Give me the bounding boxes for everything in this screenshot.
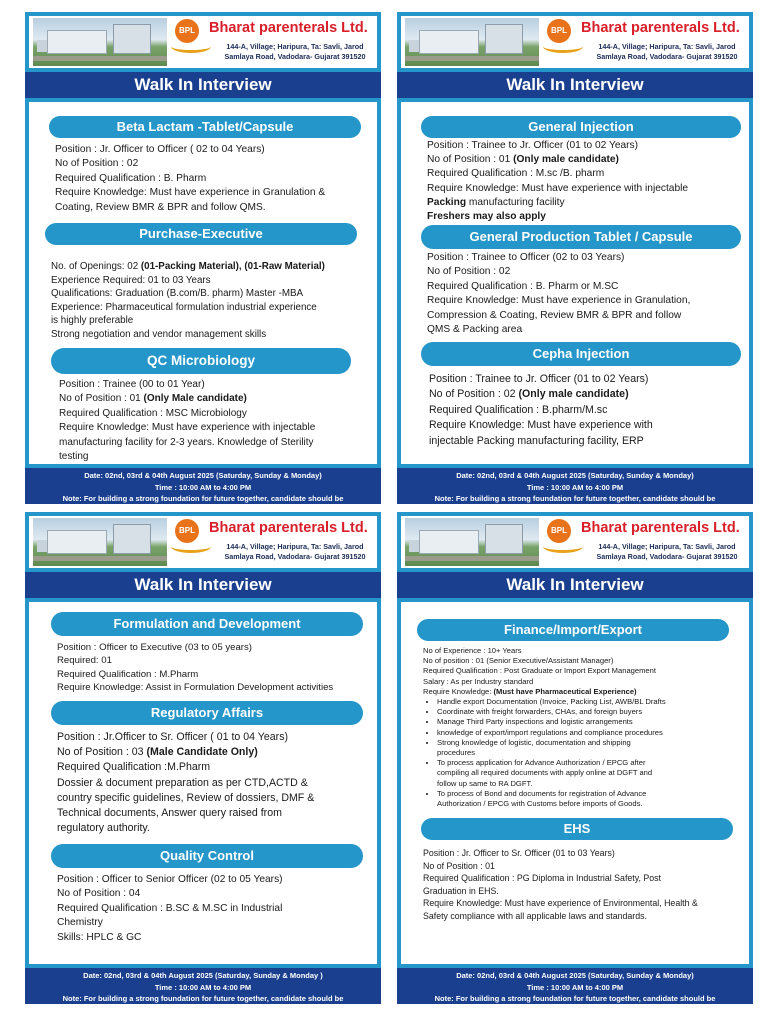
section-title: Finance/Import/Export bbox=[417, 619, 729, 641]
section-details: Position : Trainee to Officer (02 to 03 Years) No of Position : 02 Required Qualification : B. Pharm or M.SC Require Knowledge: Must have experience in Granulation, Compression & Coating, Review BMR & BPR and follow QMS & Packing area bbox=[427, 252, 691, 336]
section-title: Quality Control bbox=[51, 844, 363, 868]
section-details: Position : Jr. Officer to Sr. Officer (01 to 03 Years) No of Position : 01 Required Qualification : PG Diploma in Industrial Safety, Post Graduation in EHS. Require Knowledge: Must have experience of Environmental, Health & Safety compliance with all applicable laws and standards. bbox=[423, 848, 698, 921]
company-address: 144-A, Village; Haripura, Ta: Savli, Jarod Samlaya Road, Vadodara- Gujarat 391520 bbox=[596, 542, 738, 561]
section-details: No. of Openings: 02 (01-Packing Material), (01-Raw Material) Experience Required: 01 to 03 Years Qualifications: Graduation (B.com/B. pharm) Master -MBA Experience: Pharmaceutical formulation industrial experience is highly preferable Strong negotiation and vendor management skills bbox=[51, 261, 325, 340]
section-title: Cepha Injection bbox=[421, 342, 741, 366]
company-logo-icon: BPL bbox=[175, 19, 199, 43]
factory-photo bbox=[33, 518, 167, 566]
company-address: 144-A, Village; Haripura, Ta: Savli, Jarod Samlaya Road, Vadodara- Gujarat 391520 bbox=[224, 542, 366, 561]
page-title: Walk In Interview bbox=[25, 572, 381, 598]
panel-body bbox=[401, 102, 749, 464]
panel-body bbox=[29, 602, 377, 964]
job-panel-4 bbox=[397, 512, 753, 1004]
section-title: General Production Tablet / Capsule bbox=[421, 225, 741, 249]
section-details: Position : Trainee to Jr. Officer (01 to 02 Years) No of Position : 02 (Only male candidate) Required Qualification : B.pharm/M.sc Require Knowledge: Must have experience with injectable Packing manufacturing facility, ERP bbox=[429, 373, 653, 447]
company-name: Bharat parenterals Ltd. bbox=[209, 20, 368, 36]
company-name: Bharat parenterals Ltd. bbox=[581, 20, 740, 36]
job-panel-2 bbox=[397, 12, 753, 504]
list-item: • To process application for Advance Authorization / EPCG after compiling all required documents with apply online at DGFT and follow up same to RA DGFT. bbox=[437, 758, 666, 789]
section-title: General Injection bbox=[421, 116, 741, 138]
section-details: No of Experience : 10+ Years No of position : 01 (Senior Executive/Assistant Manager) Required Qualification : Post Graduate or Import Export Management Salary : As per Industry standard Require Knowledge: (Must have Pharmaceutical Experience) • Handle export Documentation (Invoice, Packing List, AWB/BL Drafts • Coordinate with freight forwarders, CHAs, and foreign buyers • Manage Third Party inspections and logistic arrangements • knowledge of export/import regulations and compliance procedures • Strong knowledge of logistic, documentation and shipping procedures • To process application for Advance Authorization / EPCG after compiling all required documents with apply online at DGFT and follow up same to RA DGFT. • To process of Bond and documents for registration of Advance Authorization / EPCG with Customs before imports of Goods. bbox=[423, 646, 666, 809]
company-header bbox=[401, 516, 749, 568]
company-address: 144-A, Village; Haripura, Ta: Savli, Jarod Samlaya Road, Vadodara- Gujarat 391520 bbox=[596, 42, 738, 61]
company-header bbox=[401, 16, 749, 68]
section-details: Position : Officer to Senior Officer (02 to 05 Years) No of Position : 04 Required Qualification : B.SC & M.SC in Industrial Chemistry Skills: HPLC & GC bbox=[57, 874, 283, 943]
section-details: Position : Jr. Officer to Officer ( 02 to 04 Years) No of Position : 02 Required Qualification : B. Pharm Require Knowledge: Must have experience in Granulation & Coating, Review BMR & BPR and follow QMS. bbox=[55, 144, 326, 213]
section-details: Position : Jr.Officer to Sr. Officer ( 01 to 04 Years) No of Position : 03 (Male Candidate Only) Required Qualification :M.Pharm Dossier & document preparation as per CTD,ACTD & country specific guidelines, Review of dossiers, DMF & Technical documents, Answer query raised from regulatory authority. bbox=[57, 731, 315, 835]
company-header bbox=[29, 16, 377, 68]
section-title: EHS bbox=[421, 818, 733, 840]
page-title: Walk In Interview bbox=[25, 72, 381, 98]
company-name: Bharat parenterals Ltd. bbox=[581, 520, 740, 536]
page-title: Walk In Interview bbox=[397, 72, 753, 98]
list-item: • Manage Third Party inspections and logistic arrangements bbox=[437, 717, 666, 727]
factory-photo bbox=[405, 18, 539, 66]
section-title: Purchase-Executive bbox=[45, 223, 357, 245]
section-details: Position : Officer to Executive (03 to 05 years) Required: 01 Required Qualification : M.Pharm Require Knowledge: Assist in Formulation Development activities bbox=[57, 642, 334, 694]
section-title: Beta Lactam -Tablet/Capsule bbox=[49, 116, 361, 138]
section-details: Position : Trainee to Jr. Officer (01 to 02 Years) No of Position : 01 (Only male candidate) Required Qualification : M.sc /B. pharm Require Knowledge: Must have experience with injectable Packing manufacturing facility Freshers may also apply bbox=[427, 140, 689, 223]
list-item: • knowledge of export/import regulations and compliance procedures bbox=[437, 728, 666, 738]
panel-body bbox=[29, 102, 377, 464]
page-title: Walk In Interview bbox=[397, 572, 753, 598]
interview-footer: Date: 02nd, 03rd & 04th August 2025 (Saturday, Sunday & Monday) Time : 10:00 AM to 4:00 PM Note: For building a strong foundation for future together, candidate should be bbox=[397, 968, 753, 1004]
company-logo-icon: BPL bbox=[175, 519, 199, 543]
knowledge-list bbox=[423, 697, 666, 809]
factory-photo bbox=[405, 518, 539, 566]
interview-footer: Date: 02nd, 03rd & 04th August 2025 (Saturday, Sunday & Monday) Time : 10:00 AM to 4:00 PM Note: For building a strong foundation for future together, candidate should be bbox=[397, 468, 753, 504]
list-item: • Coordinate with freight forwarders, CHAs, and foreign buyers bbox=[437, 707, 666, 717]
job-panel-1 bbox=[25, 12, 381, 504]
company-header bbox=[29, 516, 377, 568]
factory-photo bbox=[33, 18, 167, 66]
section-title: Formulation and Development bbox=[51, 612, 363, 636]
job-panel-3 bbox=[25, 512, 381, 1004]
logo-swoosh-icon bbox=[171, 540, 211, 553]
section-title: QC Microbiology bbox=[51, 348, 351, 374]
logo-swoosh-icon bbox=[171, 40, 211, 53]
interview-footer: Date: 02nd, 03rd & 04th August 2025 (Saturday, Sunday & Monday) Time : 10:00 AM to 4:00 PM Note: For building a strong foundation for future together, candidate should be bbox=[25, 468, 381, 504]
list-item: • Handle export Documentation (Invoice, Packing List, AWB/BL Drafts bbox=[437, 697, 666, 707]
interview-footer: Date: 02nd, 03rd & 04th August 2025 (Saturday, Sunday & Monday ) Time : 10:00 AM to 4:00 PM Note: For building a strong foundation for future together, candidate should be bbox=[25, 968, 381, 1004]
list-item: • To process of Bond and documents for registration of Advance Authorization / EPCG with Customs before imports of Goods. bbox=[437, 789, 666, 809]
logo-swoosh-icon bbox=[543, 540, 583, 553]
company-logo-icon: BPL bbox=[547, 19, 571, 43]
section-details: Position : Trainee (00 to 01 Year) No of Position : 01 (Only Male candidate) Required Qualification : MSC Microbiology Require Knowledge: Must have experience with injectable manufacturing facility for 2-3 years. Knowledge of Sterility testing bbox=[59, 379, 316, 463]
list-item: • Strong knowledge of logistic, documentation and shipping procedures bbox=[437, 738, 666, 758]
section-title: Regulatory Affairs bbox=[51, 701, 363, 725]
company-logo-icon: BPL bbox=[547, 519, 571, 543]
company-address: 144-A, Village; Haripura, Ta: Savli, Jarod Samlaya Road, Vadodara- Gujarat 391520 bbox=[224, 42, 366, 61]
logo-swoosh-icon bbox=[543, 40, 583, 53]
company-name: Bharat parenterals Ltd. bbox=[209, 520, 368, 536]
panel-body bbox=[401, 602, 749, 964]
